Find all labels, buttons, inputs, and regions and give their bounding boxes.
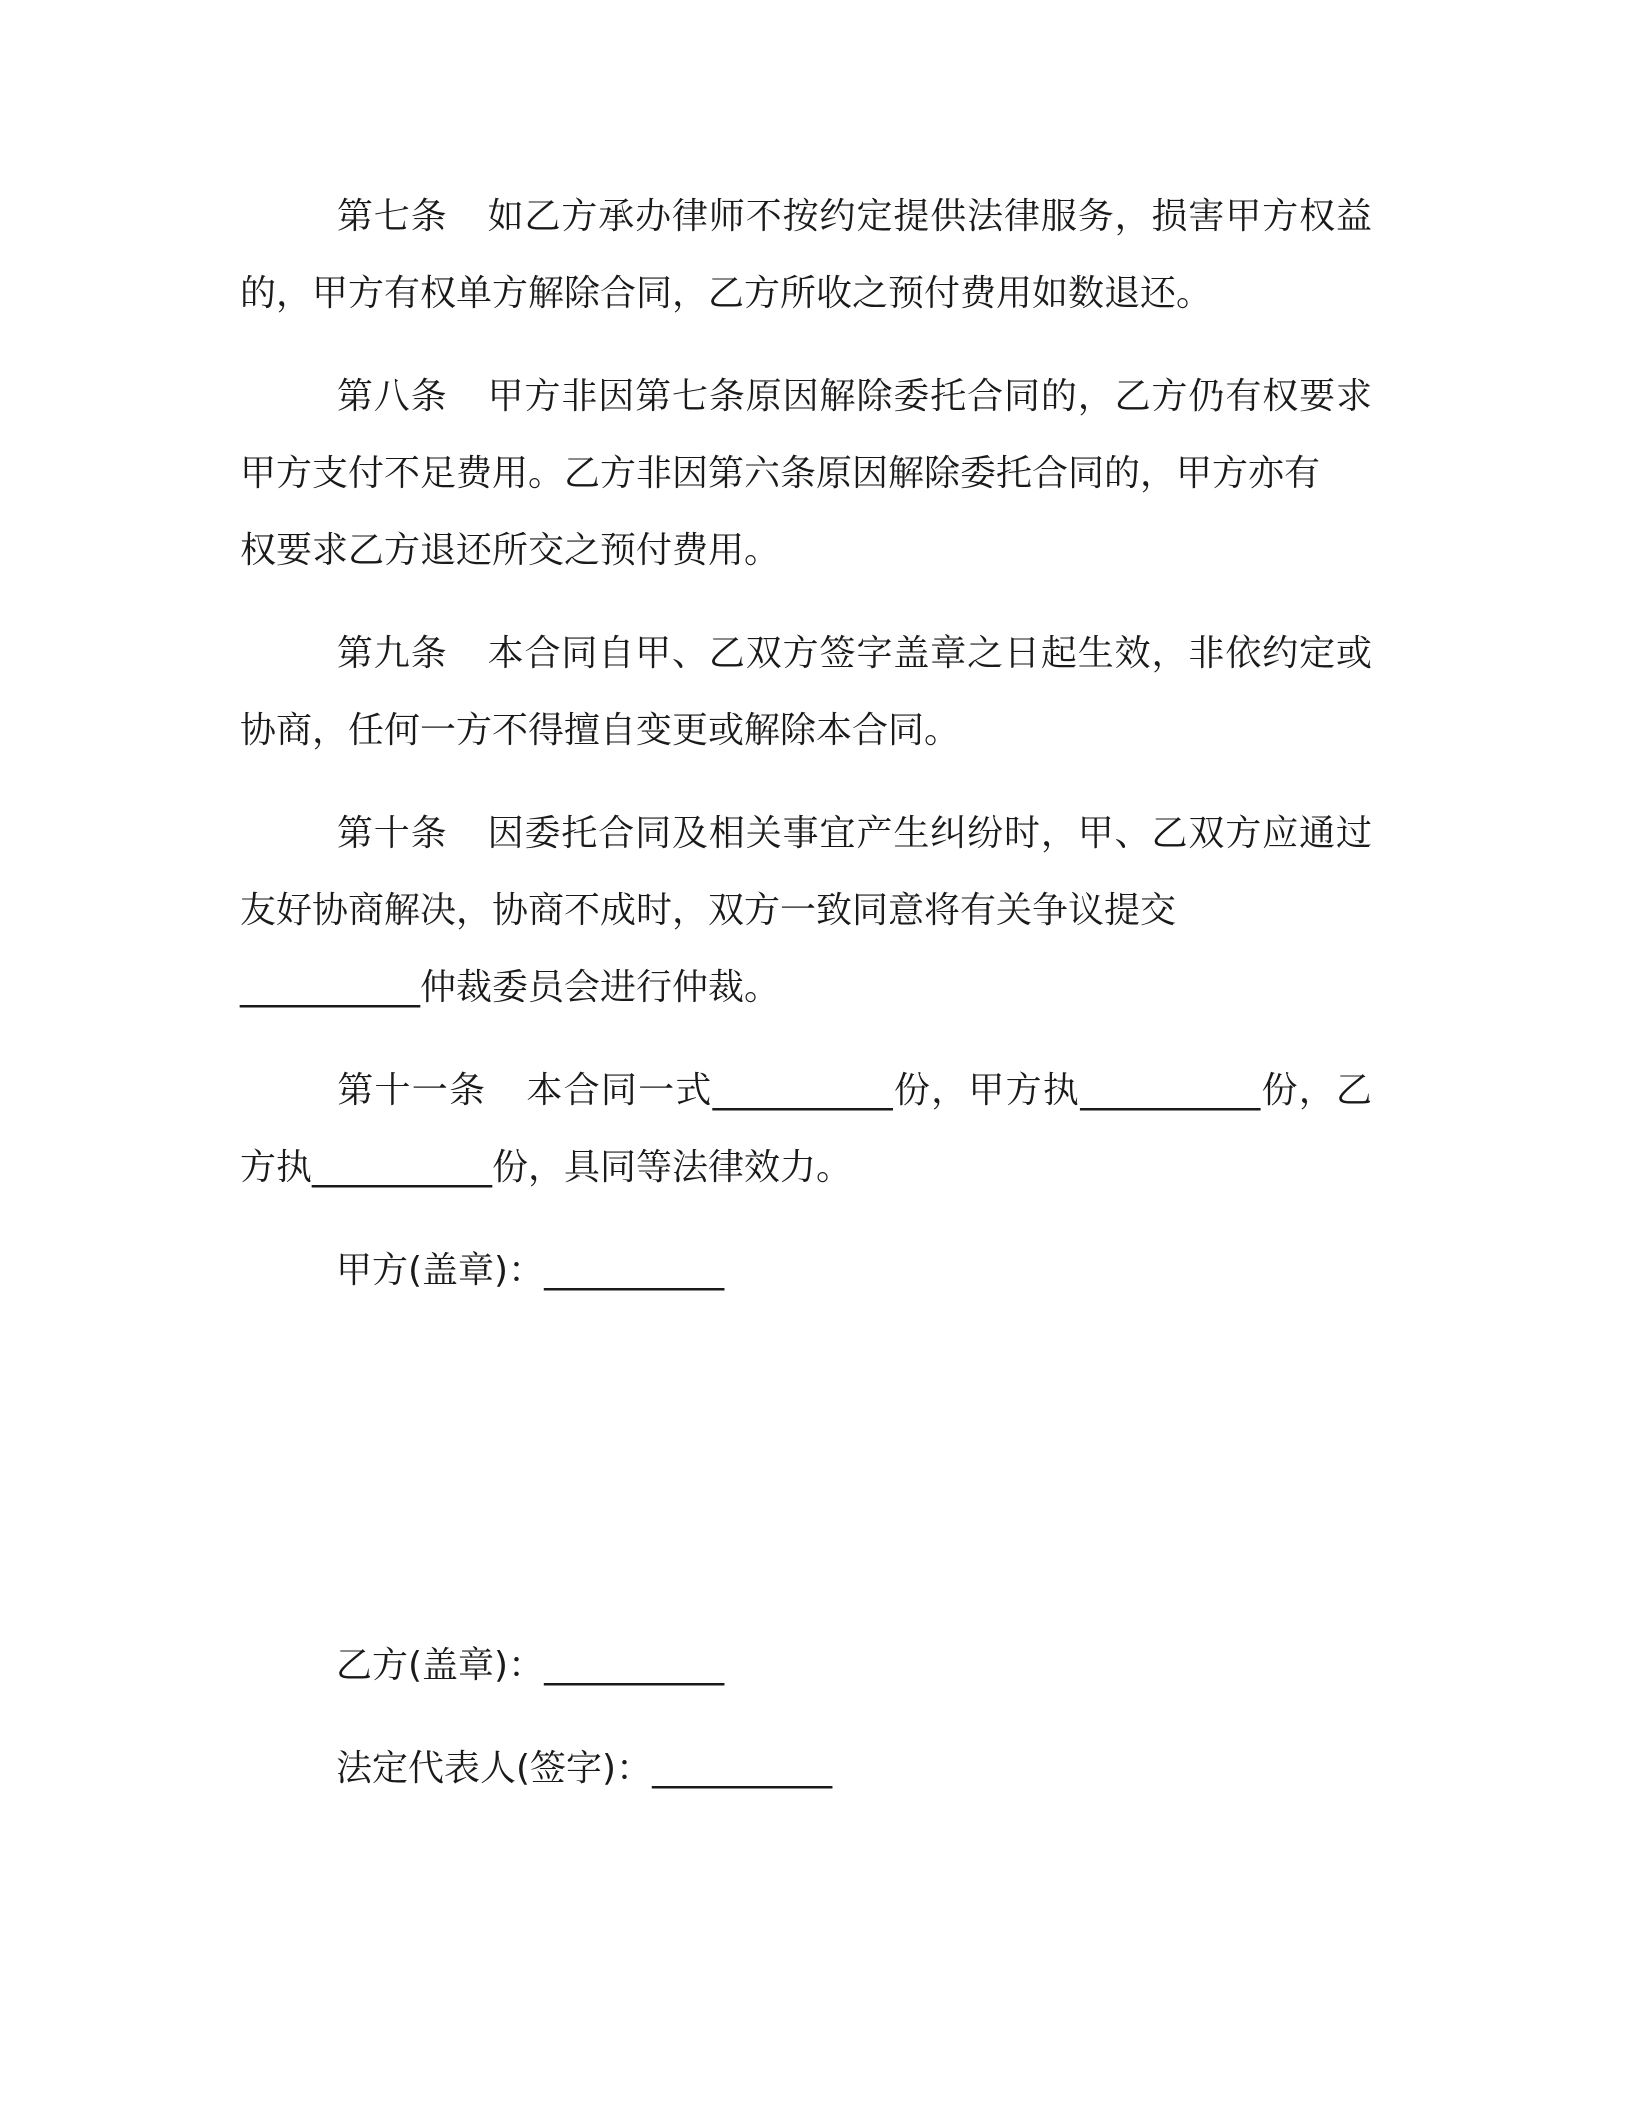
article-10-number: 第十条 (336, 813, 448, 854)
article-11 (240, 1052, 1372, 1206)
article-11-line-2: 方执__________份，具同等法律效力。 (240, 1147, 853, 1188)
article-10-line-3: __________仲裁委员会进行仲裁。 (240, 967, 781, 1008)
legal-rep-signature: 法定代表人(签字)：__________ (336, 1748, 833, 1789)
article-7-number: 第七条 (336, 196, 448, 237)
article-7-line-2: 的，甲方有权单方解除合同，乙方所收之预付费用如数退还。 (240, 273, 1213, 314)
article-8-line-2: 甲方支付不足费用。乙方非因第六条原因解除委托合同的，甲方亦有 (240, 453, 1321, 494)
article-9-line-1: 第九条 本合同自甲、乙双方签字盖章之日起生效，非依约定或 (336, 633, 1372, 674)
article-8-number: 第八条 (336, 376, 448, 417)
party-b-signature: 乙方(盖章)：__________ (336, 1645, 725, 1686)
article-9 (240, 615, 1372, 769)
article-10-line-2: 友好协商解决，协商不成时，双方一致同意将有关争议提交 (240, 890, 1177, 931)
article-7 (240, 178, 1372, 332)
article-10-line-1: 第十条 因委托合同及相关事宜产生纠纷时，甲、乙双方应通过 (336, 813, 1372, 854)
article-11-number: 第十一条 (336, 1070, 487, 1111)
article-8-line-3: 权要求乙方退还所交之预付费用。 (240, 530, 781, 571)
article-10 (240, 795, 1372, 1026)
article-8-line-1: 第八条 甲方非因第七条原因解除委托合同的，乙方仍有权要求 (336, 376, 1372, 417)
article-9-line-2: 协商，任何一方不得擅自变更或解除本合同。 (240, 710, 961, 751)
article-11-line-1: 第十一条 本合同一式__________份，甲方执__________份，乙 (336, 1070, 1372, 1111)
article-8 (240, 358, 1372, 589)
article-7-line-1: 第七条 如乙方承办律师不按约定提供法律服务，损害甲方权益 (336, 196, 1372, 237)
party-a-signature: 甲方(盖章)：__________ (336, 1250, 725, 1291)
article-9-number: 第九条 (336, 633, 448, 674)
